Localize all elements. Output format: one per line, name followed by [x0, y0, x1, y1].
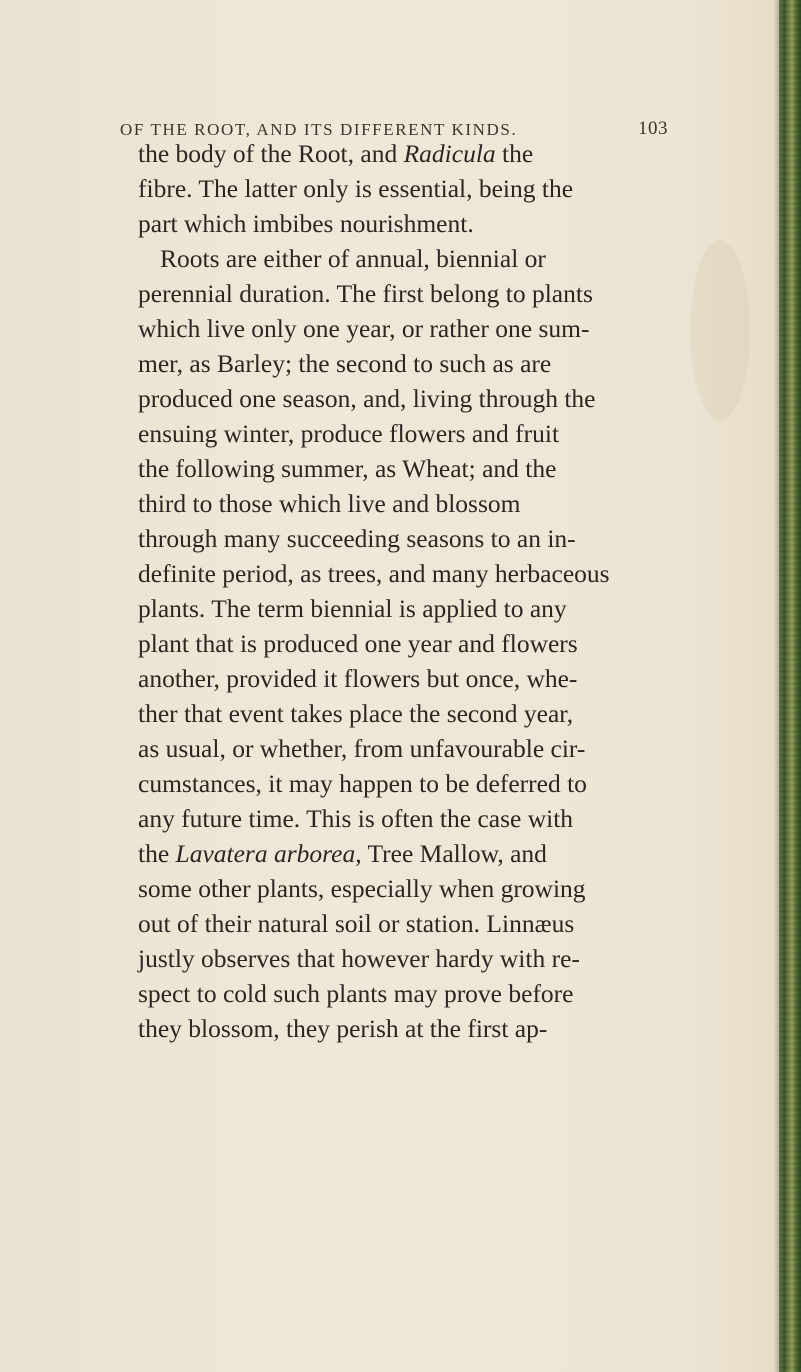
text-line: plants. The term biennial is applied to any — [138, 594, 567, 623]
text-line: third to those which live and blossom — [138, 489, 521, 518]
text-line: they blossom, they perish at the first ap- — [138, 1014, 548, 1043]
text-line: cumstances, it may happen to be deferred to — [138, 769, 587, 798]
text-line: the Lavatera arborea, Tree Mallow, and — [138, 839, 547, 868]
text-line: which live only one year, or rather one sum- — [138, 314, 590, 343]
text-line: the body of the Root, and Radicula the — [138, 139, 534, 168]
text-line: as usual, or whether, from unfavourable cir- — [138, 734, 586, 763]
text-line: ther that event takes place the second year, — [138, 699, 574, 728]
text-line: perennial duration. The first belong to plants — [138, 279, 593, 308]
text-line: Roots are either of annual, biennial or — [160, 244, 546, 273]
text-line: some other plants, especially when growing — [138, 874, 586, 903]
text-line: spect to cold such plants may prove before — [138, 979, 574, 1008]
page-number: 103 — [638, 118, 668, 139]
text-line: out of their natural soil or station. Linnæus — [138, 909, 575, 938]
text-line: the following summer, as Wheat; and the — [138, 454, 557, 483]
text-line: part which imbibes nourishment. — [138, 209, 474, 238]
running-title: OF THE ROOT, AND ITS DIFFERENT KINDS. — [120, 120, 518, 139]
text-line: ensuing winter, produce flowers and fruit — [138, 419, 560, 448]
text-line: mer, as Barley; the second to such as are — [138, 349, 552, 378]
text-line: produced one season, and, living through the — [138, 384, 596, 413]
book-binding-edge — [779, 0, 801, 1372]
text-line: any future time. This is often the case with — [138, 804, 574, 833]
text-line: plant that is produced one year and flowers — [138, 629, 578, 658]
text-line: definite period, as trees, and many herbaceous — [138, 559, 610, 588]
text-line: fibre. The latter only is essential, being the — [138, 174, 574, 203]
italic-term: Lavatera arborea, — [175, 839, 362, 868]
paper-stain — [690, 240, 750, 420]
italic-term: Radicula — [403, 139, 496, 168]
text-line: another, provided it flowers but once, whe- — [138, 664, 578, 693]
text-line: through many succeeding seasons to an in- — [138, 524, 576, 553]
text-line: justly observes that however hardy with re- — [138, 944, 580, 973]
